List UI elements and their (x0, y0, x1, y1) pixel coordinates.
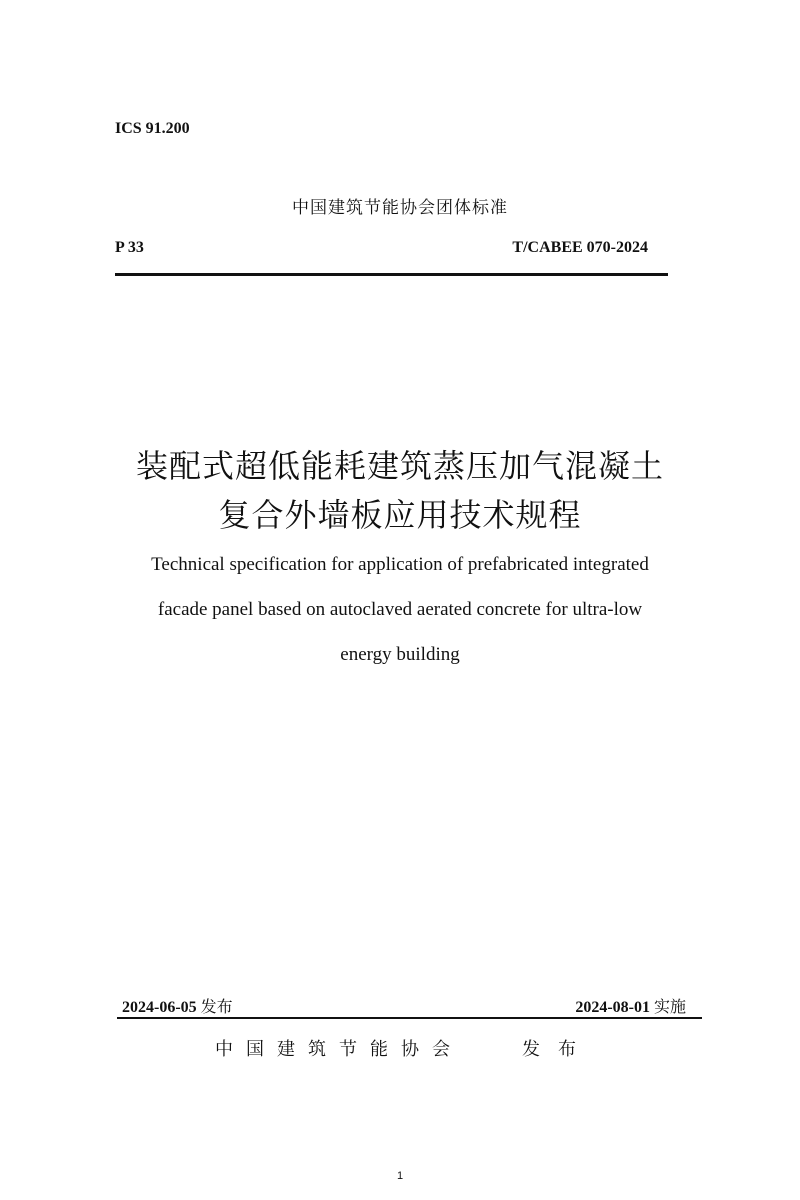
standard-number: T/CABEE 070-2024 (512, 239, 648, 256)
implement-date: 2024-08-01 (575, 999, 650, 1016)
footer-divider (117, 1017, 702, 1019)
implement-date-block (575, 994, 686, 1017)
english-title-line-3: energy building (340, 644, 460, 665)
publisher-action: 发布 (522, 1039, 594, 1060)
chinese-title (0, 442, 800, 540)
classification-code: P 33 (115, 239, 144, 256)
english-title-line-2: facade panel based on autoclaved aerated concrete for ultra-low (157, 599, 643, 620)
ics-code: ICS 91.200 (115, 120, 190, 137)
publish-date-block (122, 994, 233, 1017)
chinese-title-line-2: 复合外墙板应用技术规程 (218, 496, 582, 534)
english-title-line-1: Technical specification for application of prefabricated integrated (151, 554, 649, 575)
organization-standard-heading: 中国建筑节能协会团体标准 (292, 198, 508, 218)
english-title (0, 542, 800, 677)
implement-label: 实施 (653, 997, 686, 1016)
chinese-title-line-1: 装配式超低能耗建筑蒸压加气混凝土 (135, 447, 664, 485)
publish-date: 2024-06-05 (122, 999, 197, 1016)
header-divider (115, 273, 668, 276)
page-number: 1 (396, 1170, 404, 1182)
publisher-name: 中国建筑节能协会 (215, 1039, 463, 1060)
publish-label: 发布 (200, 997, 233, 1016)
